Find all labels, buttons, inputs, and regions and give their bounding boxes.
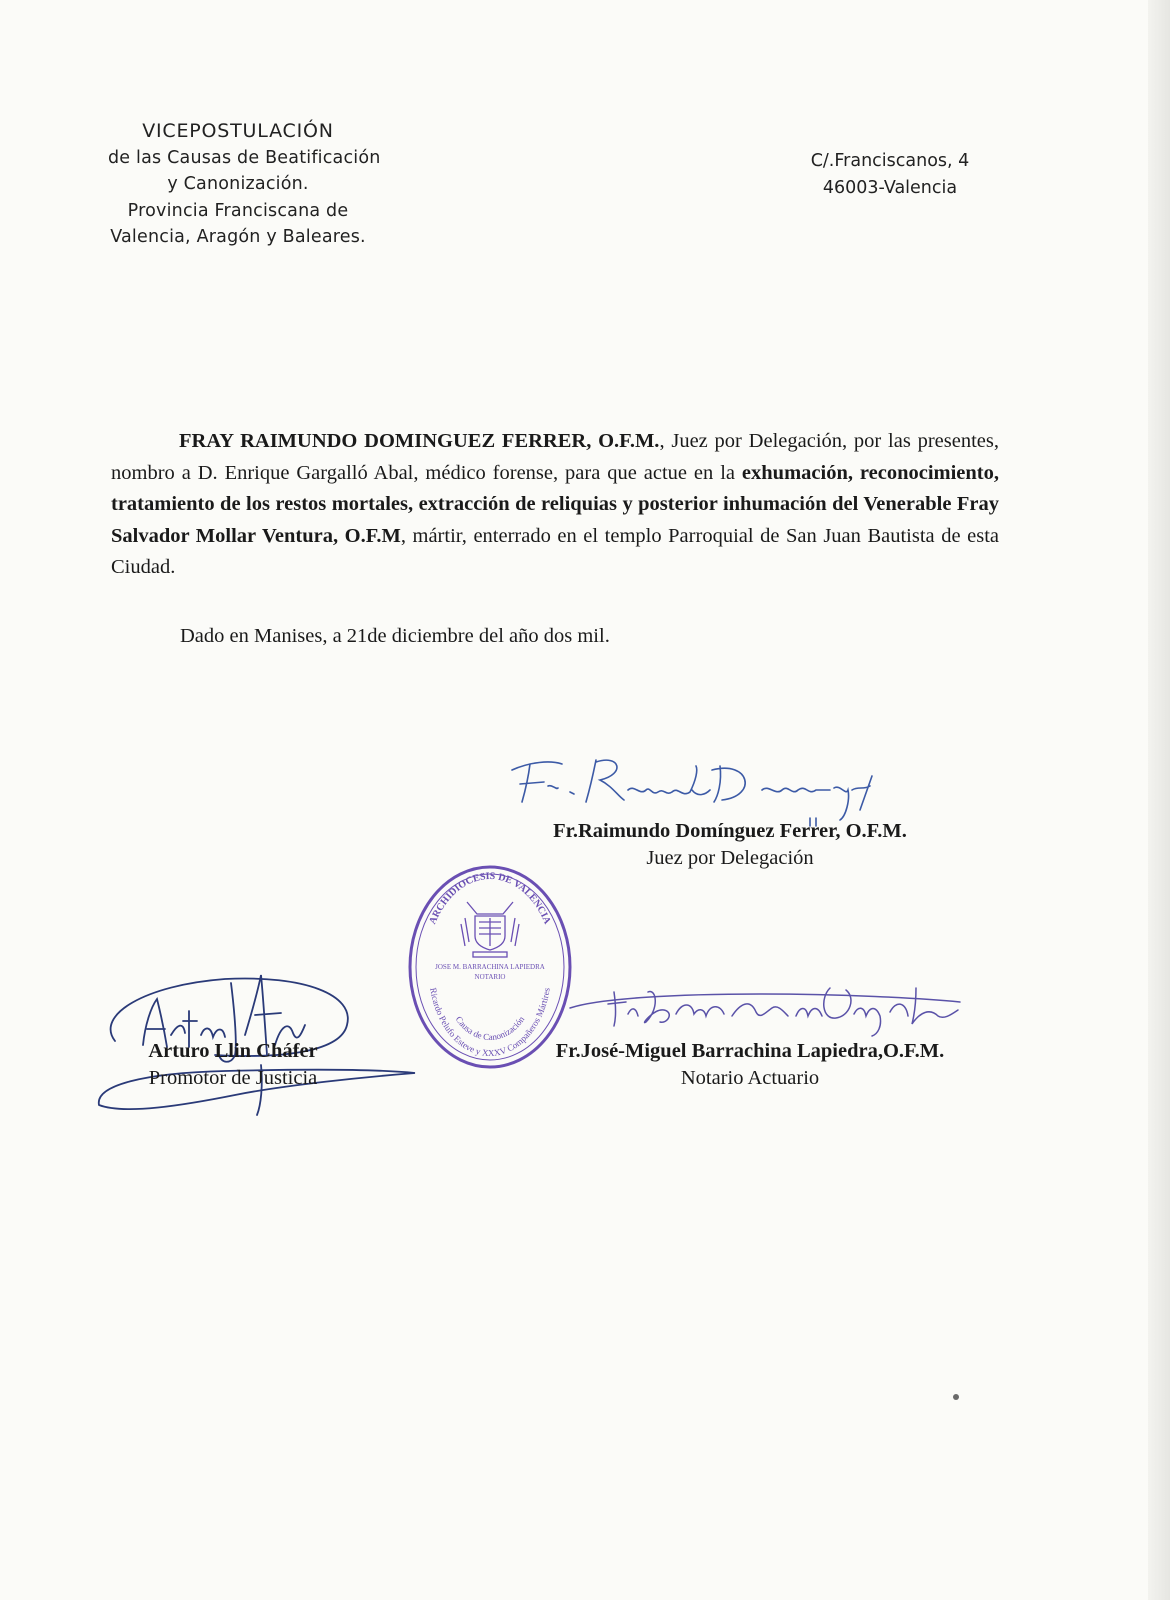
page-edge-shadow [1148,0,1170,1600]
stamp-inner-line-2: NOTARIO [474,973,506,981]
stamp-arc-text: Causa de Canonización [453,1014,527,1043]
date-line: Dado en Manises, a 21de diciembre del año dos mil. [180,625,610,647]
letterhead-address [800,148,980,202]
stamp-inner-line-1: JOSE M. BARRACHINA LAPIEDRA [435,963,545,971]
letterhead-line: de las Causas de Beatificación [108,147,381,168]
signatory-role: Notario Actuario [680,1067,820,1089]
signature-judge [520,818,940,872]
letterhead-institution [108,118,381,251]
letterhead-line: y Canonización. [167,174,309,194]
handwritten-signature-judge [500,740,900,830]
handwritten-signature-notary [560,968,970,1038]
address-street: C/.Franciscanos, 4 [810,151,970,171]
signatory-name: Fr.Raimundo Domínguez Ferrer, O.F.M. [553,820,907,842]
letterhead-title: VICEPOSTULACIÓN [142,120,334,142]
paper-speck [953,1394,959,1400]
signature-notary [520,1038,980,1092]
body-text-part: , mártir, enterrado en el templo Parroquial de San Juan Bautista de esta Ciudad. [111,524,999,578]
signatory-name: Fr.José-Miguel Barrachina Lapiedra,O.F.M. [555,1040,945,1062]
letterhead-line: Valencia, Aragón y Baleares. [110,227,366,247]
signatory-name: Arturo Llin Cháfer [148,1040,318,1062]
appointment-paragraph [111,426,999,584]
issuer-name: FRAY RAIMUNDO DOMINGUEZ FERRER, O.F.M. [179,430,660,452]
stamp-outer-text: ARCHIDIOCESIS DE VALENCIA [427,870,553,926]
stamp-bottom-text: Ricardo Pelufo Esteve y XXXV Compañeros Mártires [428,986,552,1059]
letterhead-line: Provincia Franciscana de [127,200,349,221]
signatory-role: Juez por Delegación [646,847,814,869]
body-bold-part: exhumación, reconocimiento, tratamiento de los restos mortales, extracción de reliquias y posterior inhumación del Venerable Fray Salvador Mollar Ventura, O.F.M [111,461,999,547]
signatory-role: Promotor de Justicia [148,1067,318,1089]
coat-of-arms-icon [461,902,519,957]
signature-promotor [88,1038,378,1092]
body-text-part: , Juez por Delegación, por las presentes, nombro a D. Enrique Gargalló Abal, médico forense, para que actue en la [111,430,999,484]
address-city: 46003-Valencia [822,178,958,198]
